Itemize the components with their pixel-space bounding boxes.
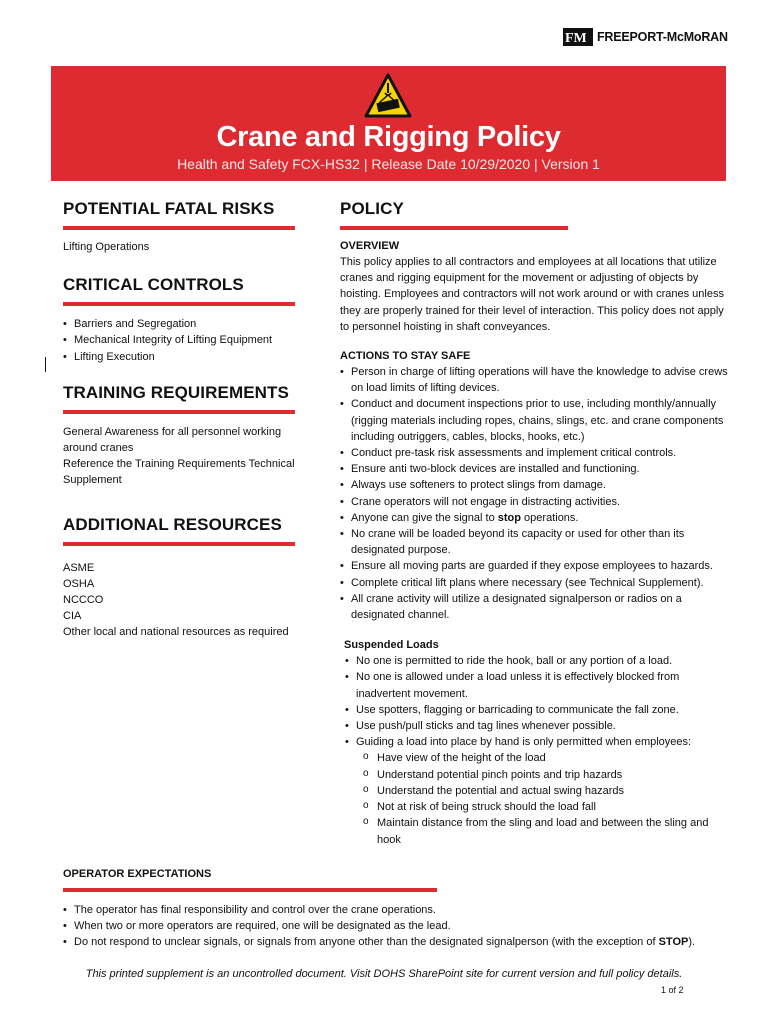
sub-list-item: o Understand the potential and actual swing hazards [363, 783, 735, 799]
operator-last-after: ). [688, 936, 696, 949]
sub-list-item: o Understand potential pinch points and trip hazards [363, 767, 735, 783]
company-name: FREEPORT-McMoRAN [597, 30, 728, 44]
critical-controls-heading: CRITICAL CONTROLS [63, 275, 244, 295]
stop-text-before: Anyone can give the signal to [351, 511, 498, 524]
operator-last-bold: STOP [658, 936, 689, 949]
company-logo [562, 27, 728, 47]
critical-controls-list [63, 316, 301, 365]
fatal-risks-list [63, 239, 301, 255]
resource-item: ASME [63, 561, 95, 574]
section-rule [63, 410, 295, 414]
training-line: General Awareness for all personnel working around cranes [63, 425, 282, 455]
list-item: • Always use softeners to protect slings from damage. [340, 477, 735, 493]
page-number: 1 of 2 [661, 985, 684, 995]
list-item: • No one is permitted to ride the hook, ball or any portion of a load. [345, 653, 735, 669]
list-item: • Use spotters, flagging or barricading to communicate the fall zone. [345, 702, 735, 718]
resource-item: Other local and national resources as required [63, 626, 289, 639]
section-rule [63, 542, 295, 546]
sub-list-item: o Maintain distance from the sling and load and between the sling and hook [363, 815, 735, 847]
policy-heading: POLICY [340, 199, 404, 218]
list-item-stop [340, 510, 735, 526]
list-item: • Barriers and Segregation [63, 316, 301, 332]
actions-heading: ACTIONS TO STAY SAFE [340, 350, 471, 363]
stop-text-bold: stop [497, 511, 521, 524]
resource-item: NCCCO [63, 594, 104, 607]
suspended-loads-heading: Suspended Loads [344, 639, 439, 652]
list-item: • All crane activity will utilize a designated signalperson or radios on a designated channel. [340, 591, 735, 623]
list-item: • Ensure anti two-block devices are installed and functioning. [340, 461, 735, 477]
training-line: Reference the Training Requirements Technical Supplement [63, 458, 295, 487]
training-text [63, 424, 301, 489]
list-item: • Complete critical lift plans where necessary (see Technical Supplement). [340, 575, 735, 591]
resources-heading: ADDITIONAL RESOURCES [63, 514, 282, 534]
list-item: • Mechanical Integrity of Lifting Equipment [63, 332, 301, 348]
overview-paragraph: This policy applies to all contractors and employees at all locations that utilize cranes and rigging equipment for the movement or adjusting of objects by hoisting. Employees and contractors will not work around or with cranes unless they are properly trained for their level of interaction. This policy does not apply to personnel hoisting in shaft conveyances. [340, 256, 724, 333]
section-rule [340, 226, 568, 230]
overview-heading: OVERVIEW [340, 240, 400, 252]
list-item: • Person in charge of lifting operations will have the knowledge to advise crews on load limits of lifting devices. [340, 364, 735, 396]
fcx-logo-icon [562, 28, 594, 46]
document-subtitle: Health and Safety FCX-HS32 | Release Date 10/29/2020 | Version 1 [177, 156, 600, 172]
fatal-risks-heading: POTENTIAL FATAL RISKS [63, 199, 275, 218]
actions-list [340, 364, 735, 623]
sub-list-item: o Have view of the height of the load [363, 750, 735, 766]
list-item: • Use push/pull sticks and tag lines whenever possible. [345, 718, 735, 734]
list-item: • Lifting Execution [63, 349, 301, 365]
operator-list [63, 902, 743, 951]
operator-heading: OPERATOR EXPECTATIONS [63, 868, 212, 880]
resource-item: OSHA [63, 577, 95, 590]
overview-text [340, 254, 735, 335]
suspended-loads-list [340, 653, 735, 750]
crane-load-hazard-icon [364, 73, 412, 119]
training-heading: TRAINING REQUIREMENTS [63, 382, 289, 402]
operator-expectations-section [63, 867, 743, 951]
list-item: • No one is allowed under a load unless it is effectively blocked from inadvertent movement. [345, 669, 735, 701]
list-item: • When two or more operators are required, one will be designated as the lead. [63, 918, 743, 934]
fatal-risk-item: Lifting Operations [63, 241, 150, 253]
resources-list [63, 560, 301, 641]
operator-last-before: Do not respond to unclear signals, or signals from anyone other than the designated signalperson (with the exception of [74, 936, 659, 949]
list-item: • No crane will be loaded beyond its capacity or used for other than its designated purpose. [340, 526, 735, 558]
list-item: • Crane operators will not engage in distracting activities. [340, 494, 735, 510]
suspended-loads-sublist [340, 750, 735, 847]
footer-note: This printed supplement is an uncontrolled document. Visit DOHS SharePoint site for current version and full policy details. [85, 968, 683, 980]
section-rule [63, 888, 437, 892]
stop-text-after: operations. [521, 511, 579, 524]
resource-item: CIA [63, 610, 82, 623]
section-rule [63, 302, 295, 306]
document-title: Crane and Rigging Policy [216, 121, 561, 153]
list-item: • Conduct pre-task risk assessments and implement critical controls. [340, 445, 735, 461]
section-rule [63, 226, 295, 230]
sub-list-item: o Not at risk of being struck should the load fall [363, 799, 735, 815]
list-item-stop [63, 934, 743, 950]
list-item: • Guiding a load into place by hand is only permitted when employees: [345, 734, 735, 750]
text-cursor [45, 357, 46, 372]
title-banner [51, 66, 726, 181]
svg-text:FM: FM [565, 31, 587, 46]
right-column [340, 196, 735, 848]
list-item: • Ensure all moving parts are guarded if they expose employees to hazards. [340, 558, 735, 574]
list-item: • Conduct and document inspections prior to use, including monthly/annually (rigging materials including ropes, chains, slings, etc. and crane components including outriggers, cables, blocks, hooks, etc.) [340, 396, 735, 445]
left-column [63, 196, 301, 641]
list-item: • The operator has final responsibility and control over the crane operations. [63, 902, 743, 918]
